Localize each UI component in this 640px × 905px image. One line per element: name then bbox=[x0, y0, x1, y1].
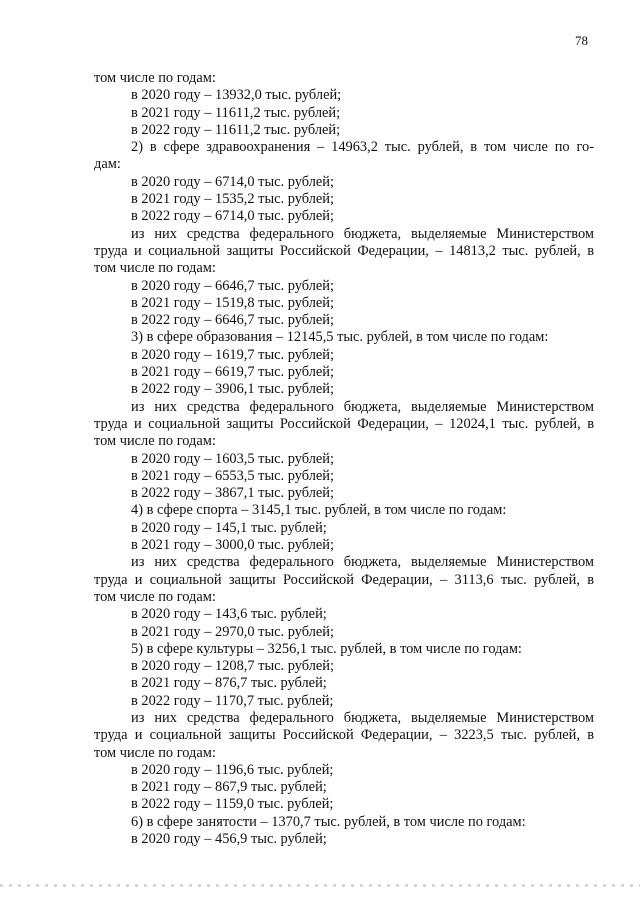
text-line: том числе по годам: bbox=[94, 260, 216, 277]
text-line: в 2020 году – 6714,0 тыс. рублей; bbox=[131, 173, 334, 190]
text-line: том числе по годам: bbox=[94, 744, 216, 761]
text-line: труда и социальной защиты Российской Федерации, – 3223,5 тыс. рублей, в bbox=[94, 727, 594, 744]
text-line: 4) в сфере спорта – 3145,1 тыс. рублей, в том числе по годам: bbox=[131, 502, 507, 519]
text-line: в 2021 году – 6553,5 тыс. рублей; bbox=[131, 467, 334, 484]
document-body bbox=[94, 70, 594, 848]
text-line: труда и социальной защиты Российской Федерации, – 14813,2 тыс. рублей, в bbox=[94, 242, 594, 259]
text-line: в 2020 году – 1619,7 тыс. рублей; bbox=[131, 346, 334, 363]
text-line: в 2020 году – 1208,7 тыс. рублей; bbox=[131, 658, 334, 675]
text-line: в 2020 году – 145,1 тыс. рублей; bbox=[131, 519, 327, 536]
text-line: 5) в сфере культуры – 3256,1 тыс. рублей, в том числе по годам: bbox=[131, 640, 522, 657]
text-line: из них средства федерального бюджета, выделяемые Министерством bbox=[131, 398, 594, 415]
text-line: в 2021 году – 11611,2 тыс. рублей; bbox=[131, 104, 341, 121]
text-line: в 2022 году – 1159,0 тыс. рублей; bbox=[131, 796, 334, 813]
text-line: дам: bbox=[94, 156, 121, 173]
text-line: в 2020 году – 6646,7 тыс. рублей; bbox=[131, 277, 334, 294]
text-line: в 2020 году – 143,6 тыс. рублей; bbox=[131, 606, 327, 623]
text-line: из них средства федерального бюджета, выделяемые Министерством bbox=[131, 554, 594, 571]
text-line: труда и социальной защиты Российской Федерации, – 3113,6 тыс. рублей, в bbox=[94, 571, 594, 588]
text-line: в 2021 году – 867,9 тыс. рублей; bbox=[131, 779, 327, 796]
text-line: 2) в сфере здравоохранения – 14963,2 тыс. рублей, в том числе по го- bbox=[131, 139, 594, 156]
text-line: в 2020 году – 13932,0 тыс. рублей; bbox=[131, 87, 342, 104]
text-line: в 2021 году – 1535,2 тыс. рублей; bbox=[131, 191, 334, 208]
text-line: в 2022 году – 1170,7 тыс. рублей; bbox=[131, 692, 334, 709]
text-line: в 2022 году – 6646,7 тыс. рублей; bbox=[131, 312, 334, 329]
page-number: 78 bbox=[575, 33, 588, 48]
text-line: в 2020 году – 1196,6 тыс. рублей; bbox=[131, 761, 334, 778]
text-line: в 2020 году – 456,9 тыс. рублей; bbox=[131, 831, 327, 848]
text-line: 6) в сфере занятости – 1370,7 тыс. рублей, в том числе по годам: bbox=[131, 813, 526, 830]
text-line: 3) в сфере образования – 12145,5 тыс. рублей, в том числе по годам: bbox=[131, 329, 549, 346]
text-line: труда и социальной защиты Российской Федерации, – 12024,1 тыс. рублей, в bbox=[94, 415, 594, 432]
text-line: в 2021 году – 3000,0 тыс. рублей; bbox=[131, 537, 334, 554]
text-line: в 2022 году – 3906,1 тыс. рублей; bbox=[131, 381, 334, 398]
text-line: в 2022 году – 11611,2 тыс. рублей; bbox=[131, 121, 341, 138]
text-line: в 2022 году – 6714,0 тыс. рублей; bbox=[131, 208, 334, 225]
text-line: том числе по годам: bbox=[94, 433, 216, 450]
text-line: в 2021 году – 876,7 тыс. рублей; bbox=[131, 675, 327, 692]
text-line: в 2022 году – 3867,1 тыс. рублей; bbox=[131, 485, 334, 502]
text-line: том числе по годам: bbox=[94, 70, 216, 86]
text-line: в 2021 году – 6619,7 тыс. рублей; bbox=[131, 364, 334, 381]
text-line: том числе по годам: bbox=[94, 588, 216, 605]
text-line: из них средства федерального бюджета, выделяемые Министерством bbox=[131, 709, 594, 726]
text-line: из них средства федерального бюджета, выделяемые Министерством bbox=[131, 225, 594, 242]
scan-artifact-line bbox=[0, 884, 640, 887]
text-line: в 2020 году – 1603,5 тыс. рублей; bbox=[131, 450, 334, 467]
text-line: в 2021 году – 1519,8 тыс. рублей; bbox=[131, 294, 334, 311]
text-line: в 2021 году – 2970,0 тыс. рублей; bbox=[131, 623, 334, 640]
